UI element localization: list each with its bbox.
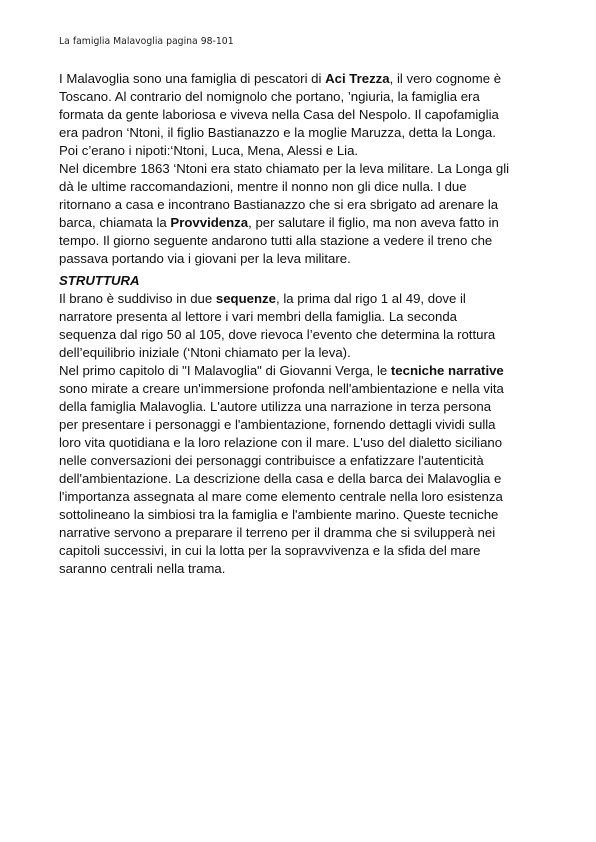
text-line xyxy=(59,506,559,524)
text-line xyxy=(59,398,559,416)
text-run: , il vero cognome è xyxy=(389,71,502,86)
text-run: , per salutare il figlio, ma non aveva fatto in xyxy=(248,215,499,230)
text-line xyxy=(59,434,559,452)
text-run: tempo. Il giorno seguente andarono tutti alla stazione a vedere il treno che xyxy=(59,233,493,248)
text-run: l'importanza assegnata al mare come elemento centrale nella loro esistenza xyxy=(59,489,503,504)
text-line xyxy=(59,542,559,560)
text-run: nelle conversazioni dei personaggi contribuisce a enfatizzare l'autenticità xyxy=(59,453,484,468)
bold-term: Provvidenza xyxy=(170,215,249,230)
page-header: La famiglia Malavoglia pagina 98-101 xyxy=(59,36,234,47)
section-title: STRUTTURA xyxy=(59,273,140,288)
bold-term: Aci Trezza xyxy=(325,71,390,86)
text-run: sono mirate a creare un'immersione profonda nell'ambientazione e nella vita xyxy=(59,381,504,396)
text-line xyxy=(59,88,559,106)
text-run: loro vita quotidiana e la loro relazione con il mare. L'uso del dialetto siciliano xyxy=(59,435,503,450)
text-run: sequenza dal rigo 50 al 105, dove rievoca l’evento che determina la rottura xyxy=(59,327,496,342)
text-line xyxy=(59,70,559,88)
bold-term: tecniche narrative xyxy=(390,363,504,378)
text-line xyxy=(59,272,559,290)
text-line xyxy=(59,106,559,124)
text-line xyxy=(59,362,559,380)
text-line xyxy=(59,178,559,196)
text-line xyxy=(59,290,559,308)
text-run: dà le ultime raccomandazioni, mentre il nonno non gli dice nulla. I due xyxy=(59,179,467,194)
text-line xyxy=(59,232,559,250)
text-run: della famiglia Malavoglia. L'autore utilizza una narrazione in terza persona xyxy=(59,399,492,414)
text-run: formata da gente laboriosa e viveva nella Casa del Nespolo. Il capofamiglia xyxy=(59,107,499,122)
text-line xyxy=(59,250,559,268)
text-line xyxy=(59,470,559,488)
text-line xyxy=(59,142,559,160)
text-run: sottolineano la simbiosi tra la famiglia e l'ambiente marino. Queste tecniche xyxy=(59,507,499,522)
text-run: dell'ambientazione. La descrizione della casa e della barca dei Malavoglia e xyxy=(59,471,502,486)
text-line xyxy=(59,416,559,434)
text-run: era padron ‘Ntoni, il figlio Bastianazzo e la moglie Maruzza, detta la Longa. xyxy=(59,125,496,140)
document-body xyxy=(59,70,559,578)
text-line xyxy=(59,196,559,214)
text-line xyxy=(59,452,559,470)
text-run: ritornano a casa e incontrano Bastianazzo che si era sbrigato ad arenare la xyxy=(59,197,499,212)
text-run: Il brano è suddiviso in due xyxy=(59,291,216,306)
text-run: Nel primo capitolo di "I Malavoglia" di Giovanni Verga, le xyxy=(59,363,391,378)
text-line xyxy=(59,524,559,542)
text-run: , la prima dal rigo 1 al 49, dove il xyxy=(276,291,466,306)
text-line xyxy=(59,488,559,506)
text-run: barca, chiamata la xyxy=(59,215,171,230)
text-line xyxy=(59,326,559,344)
text-run: narrative servono a preparare il terreno per il dramma che si svilupperà nei xyxy=(59,525,496,540)
text-line xyxy=(59,124,559,142)
text-run: Toscano. Al contrario del nomignolo che portano, ’ngiuria, la famiglia era xyxy=(59,89,480,104)
text-run: dell’equilibrio iniziale (‘Ntoni chiamato per la leva). xyxy=(59,345,351,360)
text-line xyxy=(59,380,559,398)
bold-term: sequenze xyxy=(215,291,276,306)
text-line xyxy=(59,560,559,578)
text-line xyxy=(59,214,559,232)
text-line xyxy=(59,160,559,178)
text-line xyxy=(59,344,559,362)
text-run: I Malavoglia sono una famiglia di pescatori di xyxy=(59,71,326,86)
text-run: saranno centrali nella trama. xyxy=(59,561,226,576)
text-run: per presentare i personaggi e l'ambientazione, fornendo dettagli vividi sulla xyxy=(59,417,496,432)
text-run: capitoli successivi, in cui la lotta per la sopravvivenza e la sfida del mare xyxy=(59,543,481,558)
text-line xyxy=(59,308,559,326)
text-run: passava portando via i giovani per la leva militare. xyxy=(59,251,351,266)
text-run: Poi c’erano i nipoti:‘Ntoni, Luca, Mena, Alessi e Lia. xyxy=(59,143,359,158)
text-run: narratore presenta al lettore i vari membri della famiglia. La seconda xyxy=(59,309,458,324)
text-run: Nel dicembre 1863 ‘Ntoni era stato chiamato per la leva militare. La Longa gli xyxy=(59,161,510,176)
